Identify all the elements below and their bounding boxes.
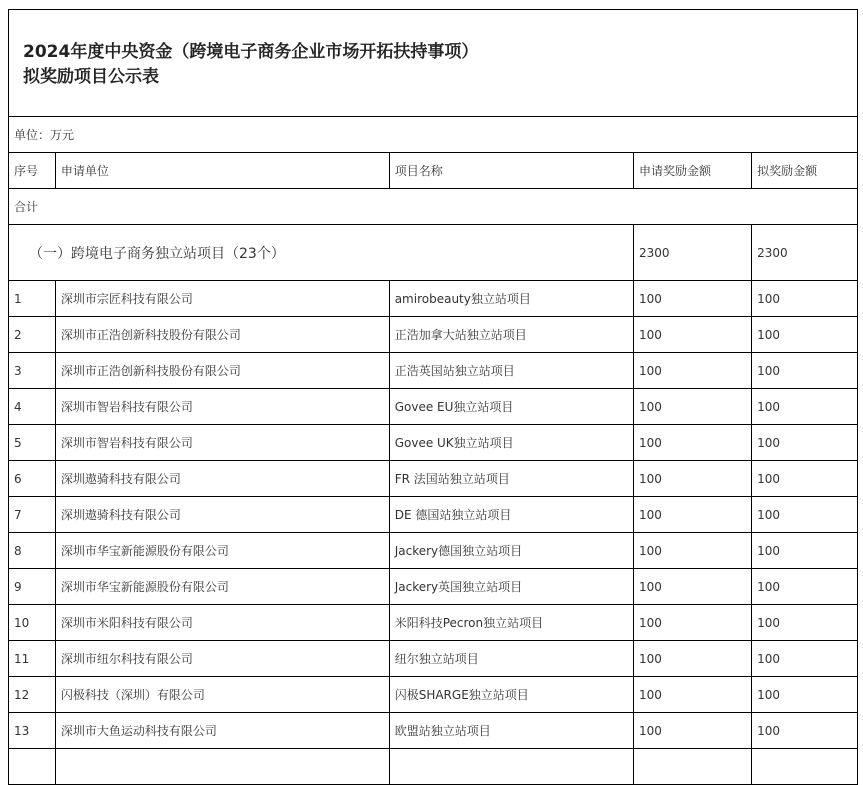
cell-project: Govee EU独立站项目 bbox=[389, 389, 633, 425]
section-proposed: 2300 bbox=[752, 225, 858, 281]
cell-project: Jackery德国独立站项目 bbox=[389, 533, 633, 569]
cell-requested: 100 bbox=[634, 497, 752, 533]
table-row bbox=[9, 389, 858, 425]
cell-proposed: 100 bbox=[752, 425, 858, 461]
cell-seq: 13 bbox=[9, 713, 56, 749]
cell-org: 深圳市宗匠科技有限公司 bbox=[55, 281, 389, 317]
cell-proposed: 100 bbox=[752, 713, 858, 749]
table-title-line2: 拟奖励项目公示表 bbox=[23, 67, 159, 87]
cell-org: 深圳市华宝新能源股份有限公司 bbox=[55, 533, 389, 569]
title-row bbox=[9, 10, 858, 117]
cell-proposed: 100 bbox=[752, 677, 858, 713]
cell-org: 深圳市正浩创新科技股份有限公司 bbox=[55, 353, 389, 389]
header-org: 申请单位 bbox=[55, 153, 389, 189]
table-row bbox=[9, 677, 858, 713]
header-project: 项目名称 bbox=[389, 153, 633, 189]
cell-proposed: 100 bbox=[752, 389, 858, 425]
section-requested: 2300 bbox=[634, 225, 752, 281]
section-row bbox=[9, 225, 858, 281]
table-row bbox=[9, 713, 858, 749]
cell-requested: 100 bbox=[634, 425, 752, 461]
cell-project: DE 德国站独立站项目 bbox=[389, 497, 633, 533]
cell-proposed bbox=[752, 749, 858, 785]
cell-proposed: 100 bbox=[752, 461, 858, 497]
cell-requested: 100 bbox=[634, 641, 752, 677]
table-row bbox=[9, 317, 858, 353]
table-row bbox=[9, 497, 858, 533]
cell-org: 深圳市华宝新能源股份有限公司 bbox=[55, 569, 389, 605]
cell-org: 深圳遨骑科技有限公司 bbox=[55, 461, 389, 497]
cell-requested: 100 bbox=[634, 461, 752, 497]
cell-requested: 100 bbox=[634, 317, 752, 353]
cell-proposed: 100 bbox=[752, 281, 858, 317]
header-seq: 序号 bbox=[9, 153, 56, 189]
cell-org: 深圳遨骑科技有限公司 bbox=[55, 497, 389, 533]
cell-project: 欧盟站独立站项目 bbox=[389, 713, 633, 749]
cell-seq: 3 bbox=[9, 353, 56, 389]
cell-seq: 6 bbox=[9, 461, 56, 497]
cell-project: 纽尔独立站项目 bbox=[389, 641, 633, 677]
header-proposed: 拟奖励金额 bbox=[752, 153, 858, 189]
cell-requested bbox=[634, 749, 752, 785]
table-title bbox=[9, 10, 858, 117]
total-label: 合计 bbox=[9, 189, 858, 225]
table-row bbox=[9, 281, 858, 317]
cell-org: 深圳市智岩科技有限公司 bbox=[55, 425, 389, 461]
table-row bbox=[9, 461, 858, 497]
cell-org: 深圳市米阳科技有限公司 bbox=[55, 605, 389, 641]
table-row bbox=[9, 533, 858, 569]
cell-requested: 100 bbox=[634, 533, 752, 569]
cell-org: 深圳市智岩科技有限公司 bbox=[55, 389, 389, 425]
cell-org: 深圳市大鱼运动科技有限公司 bbox=[55, 713, 389, 749]
cell-requested: 100 bbox=[634, 353, 752, 389]
cell-requested: 100 bbox=[634, 677, 752, 713]
cell-seq: 10 bbox=[9, 605, 56, 641]
cell-proposed: 100 bbox=[752, 605, 858, 641]
cell-org bbox=[55, 749, 389, 785]
cell-project: 正浩加拿大站独立站项目 bbox=[389, 317, 633, 353]
cell-seq: 8 bbox=[9, 533, 56, 569]
cell-project: Govee UK独立站项目 bbox=[389, 425, 633, 461]
cell-seq: 1 bbox=[9, 281, 56, 317]
cell-proposed: 100 bbox=[752, 641, 858, 677]
cell-seq bbox=[9, 749, 56, 785]
cell-project: 闪极SHARGE独立站项目 bbox=[389, 677, 633, 713]
cell-proposed: 100 bbox=[752, 569, 858, 605]
table-row bbox=[9, 749, 858, 785]
header-requested: 申请奖励金额 bbox=[634, 153, 752, 189]
cell-proposed: 100 bbox=[752, 497, 858, 533]
cell-seq: 7 bbox=[9, 497, 56, 533]
unit-label: 单位：万元 bbox=[9, 117, 858, 153]
cell-project: 正浩英国站独立站项目 bbox=[389, 353, 633, 389]
table-row bbox=[9, 353, 858, 389]
cell-org: 闪极科技（深圳）有限公司 bbox=[55, 677, 389, 713]
cell-org: 深圳市纽尔科技有限公司 bbox=[55, 641, 389, 677]
cell-seq: 9 bbox=[9, 569, 56, 605]
cell-requested: 100 bbox=[634, 569, 752, 605]
cell-project: amirobeauty独立站项目 bbox=[389, 281, 633, 317]
header-row bbox=[9, 153, 858, 189]
section-label: （一）跨境电子商务独立站项目（23个） bbox=[9, 225, 634, 281]
table-row bbox=[9, 605, 858, 641]
cell-project: 米阳科技Pecron独立站项目 bbox=[389, 605, 633, 641]
cell-requested: 100 bbox=[634, 713, 752, 749]
cell-proposed: 100 bbox=[752, 533, 858, 569]
cell-requested: 100 bbox=[634, 281, 752, 317]
cell-requested: 100 bbox=[634, 389, 752, 425]
cell-proposed: 100 bbox=[752, 317, 858, 353]
cell-org: 深圳市正浩创新科技股份有限公司 bbox=[55, 317, 389, 353]
total-row bbox=[9, 189, 858, 225]
table-row bbox=[9, 425, 858, 461]
award-table bbox=[8, 9, 858, 785]
cell-seq: 4 bbox=[9, 389, 56, 425]
cell-project bbox=[389, 749, 633, 785]
cell-proposed: 100 bbox=[752, 353, 858, 389]
table-row bbox=[9, 641, 858, 677]
cell-seq: 12 bbox=[9, 677, 56, 713]
cell-project: Jackery英国独立站项目 bbox=[389, 569, 633, 605]
cell-project: FR 法国站独立站项目 bbox=[389, 461, 633, 497]
cell-requested: 100 bbox=[634, 605, 752, 641]
table-title-line1: 2024年度中央资金（跨境电子商务企业市场开拓扶持事项） bbox=[23, 42, 479, 62]
cell-seq: 11 bbox=[9, 641, 56, 677]
cell-seq: 2 bbox=[9, 317, 56, 353]
cell-seq: 5 bbox=[9, 425, 56, 461]
table-row bbox=[9, 569, 858, 605]
unit-row bbox=[9, 117, 858, 153]
